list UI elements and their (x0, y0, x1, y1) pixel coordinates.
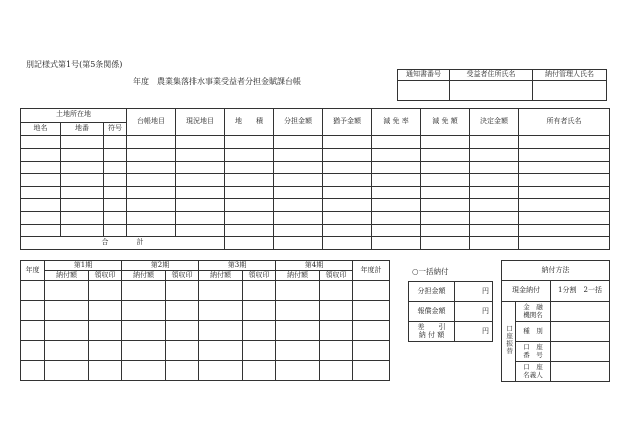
period-cell[interactable] (45, 361, 89, 381)
period-cell[interactable] (199, 341, 243, 361)
ledger-row (21, 136, 610, 149)
reduction-amount-header: 減 免 額 (421, 109, 470, 136)
ledger-row (21, 161, 610, 174)
ledger-cell[interactable] (372, 212, 421, 225)
ledger-cell[interactable] (323, 186, 372, 199)
period-cell[interactable] (122, 361, 166, 381)
period-4-header: 第4期 (276, 261, 353, 271)
total-cell[interactable] (372, 237, 421, 250)
period-cell[interactable] (89, 341, 122, 361)
ledger-cell[interactable] (225, 148, 274, 161)
period-cell[interactable] (199, 281, 243, 301)
ledger-cell[interactable] (274, 186, 323, 199)
period-cell[interactable] (166, 301, 199, 321)
ledger-cell[interactable] (61, 148, 104, 161)
ledger-cell[interactable] (127, 186, 176, 199)
ledger-cell[interactable] (104, 148, 127, 161)
period-cell[interactable] (320, 281, 353, 301)
total-cell[interactable] (274, 237, 323, 250)
ledger-cell[interactable] (61, 212, 104, 225)
account-holder-line1: 口 座 (523, 363, 543, 372)
period-cell[interactable] (276, 281, 320, 301)
period-cell[interactable] (320, 321, 353, 341)
period-cell[interactable] (166, 321, 199, 341)
period-cell[interactable] (243, 301, 276, 321)
ledger-cell[interactable] (61, 199, 104, 212)
notice-table (397, 69, 607, 101)
ledger-cell[interactable] (225, 199, 274, 212)
period-row (21, 281, 390, 301)
period-cell[interactable] (353, 361, 390, 381)
ledger-cell[interactable] (176, 212, 225, 225)
lump-sum-table (408, 281, 493, 342)
payment-method-header: 納付方法 (502, 261, 610, 281)
ledger-cell[interactable] (372, 136, 421, 149)
ledger-cell[interactable] (470, 224, 519, 237)
ledger-cell[interactable] (127, 224, 176, 237)
period-row (21, 321, 390, 341)
ledger-cell[interactable] (225, 174, 274, 187)
ledger-cell[interactable] (21, 224, 61, 237)
ledger-cell[interactable] (61, 161, 104, 174)
transfer-label (502, 302, 516, 382)
ledger-land-header: 台帳地目 (127, 109, 176, 136)
period-cell[interactable] (89, 321, 122, 341)
paid-amount-header: 納付額 (199, 271, 243, 281)
ledger-cell[interactable] (21, 199, 61, 212)
ledger-cell[interactable] (176, 174, 225, 187)
net-payment-label-line2: 納 付 額 (418, 330, 445, 339)
ledger-cell[interactable] (274, 148, 323, 161)
place-name-header: 地名 (21, 122, 61, 136)
ledger-cell[interactable] (176, 148, 225, 161)
ledger-cell[interactable] (274, 199, 323, 212)
area-header: 地 積 (225, 109, 274, 136)
ledger-cell[interactable] (176, 224, 225, 237)
ledger-cell[interactable] (127, 161, 176, 174)
period-cell[interactable] (243, 321, 276, 341)
ledger-cell[interactable] (127, 136, 176, 149)
bank-name-line1: 金 融 (523, 303, 543, 312)
code-header: 符号 (104, 122, 127, 136)
ledger-cell[interactable] (519, 212, 610, 225)
ledger-cell[interactable] (104, 186, 127, 199)
period-cell[interactable] (166, 281, 199, 301)
period-cell[interactable] (166, 341, 199, 361)
ledger-cell[interactable] (372, 148, 421, 161)
period-cell[interactable] (320, 341, 353, 361)
period-cell[interactable] (199, 321, 243, 341)
account-holder-cell[interactable] (551, 362, 610, 382)
ledger-cell[interactable] (104, 174, 127, 187)
ledger-row (21, 212, 610, 225)
ledger-cell[interactable] (372, 186, 421, 199)
ledger-cell[interactable] (176, 186, 225, 199)
ledger-cell[interactable] (421, 199, 470, 212)
period-cell[interactable] (21, 301, 45, 321)
total-cell[interactable] (421, 237, 470, 250)
net-payment-label-line1: 差 引 (417, 322, 446, 331)
net-payment-label (409, 322, 455, 342)
ledger-cell[interactable] (61, 186, 104, 199)
share-amount-header: 分担金額 (274, 109, 323, 136)
ledger-cell[interactable] (519, 174, 610, 187)
ledger-cell[interactable] (421, 212, 470, 225)
ledger-cell[interactable] (127, 148, 176, 161)
ledger-cell[interactable] (21, 186, 61, 199)
ledger-cell[interactable] (225, 136, 274, 149)
manager-header: 納付管理人氏名 (533, 70, 607, 81)
ledger-cell[interactable] (323, 148, 372, 161)
period-cell[interactable] (122, 301, 166, 321)
period-cell[interactable] (353, 321, 390, 341)
net-payment-yen[interactable]: 円 (455, 322, 493, 342)
period-cell[interactable] (89, 281, 122, 301)
period-cell[interactable] (243, 341, 276, 361)
period-cell[interactable] (122, 281, 166, 301)
period-cell[interactable] (243, 361, 276, 381)
period-cell[interactable] (276, 361, 320, 381)
period-cell[interactable] (89, 361, 122, 381)
ledger-cell[interactable] (274, 174, 323, 187)
period-cell[interactable] (45, 321, 89, 341)
ledger-cell[interactable] (274, 224, 323, 237)
ledger-cell[interactable] (61, 224, 104, 237)
total-cell[interactable] (323, 237, 372, 250)
paid-amount-header: 納付額 (45, 271, 89, 281)
installment-choice[interactable]: 1分割 2一括 (551, 281, 610, 302)
period-cell[interactable] (276, 341, 320, 361)
ledger-cell[interactable] (421, 136, 470, 149)
beneficiary-header: 受益者住所氏名 (450, 70, 533, 81)
ledger-cell[interactable] (519, 161, 610, 174)
ledger-cell[interactable] (470, 148, 519, 161)
period-cell[interactable] (166, 361, 199, 381)
ledger-cell[interactable] (421, 224, 470, 237)
ledger-cell[interactable] (21, 174, 61, 187)
deferral-amount-header: 猶予金額 (323, 109, 372, 136)
decided-amount-header: 決定金額 (470, 109, 519, 136)
notice-number-cell[interactable] (398, 81, 450, 101)
ledger-cell[interactable] (470, 174, 519, 187)
bank-name-line2: 機関名 (523, 310, 543, 319)
page-title: 年度 農業集落排水事業受益者分担金賦課台帳 (133, 77, 301, 86)
ledger-cell[interactable] (104, 199, 127, 212)
total-cell[interactable] (519, 237, 610, 250)
ledger-cell[interactable] (104, 136, 127, 149)
ledger-cell[interactable] (372, 174, 421, 187)
ledger-cell[interactable] (421, 174, 470, 187)
ledger-cell[interactable] (104, 224, 127, 237)
period-cell[interactable] (21, 281, 45, 301)
account-number-cell[interactable] (551, 342, 610, 362)
period-cell[interactable] (21, 341, 45, 361)
ledger-cell[interactable] (323, 199, 372, 212)
lot-number-header: 地番 (61, 122, 104, 136)
period-cell[interactable] (276, 321, 320, 341)
manager-cell[interactable] (533, 81, 607, 101)
ledger-cell[interactable] (104, 161, 127, 174)
ledger-cell[interactable] (372, 224, 421, 237)
ledger-row (21, 199, 610, 212)
period-cell[interactable] (45, 341, 89, 361)
ledger-cell[interactable] (225, 224, 274, 237)
period-cell[interactable] (320, 361, 353, 381)
ledger-cell[interactable] (225, 186, 274, 199)
ledger-cell[interactable] (372, 161, 421, 174)
ledger-cell[interactable] (127, 212, 176, 225)
period-cell[interactable] (353, 301, 390, 321)
ledger-cell[interactable] (323, 224, 372, 237)
ledger-cell[interactable] (421, 186, 470, 199)
account-number-line1: 口 座 (523, 343, 543, 352)
account-kind-label: 種 別 (516, 322, 551, 342)
share-amount-yen[interactable]: 円 (455, 282, 493, 302)
ledger-cell[interactable] (323, 174, 372, 187)
reward-amount-label: 報償金額 (409, 302, 455, 322)
ledger-cell[interactable] (21, 161, 61, 174)
ledger-cell[interactable] (372, 199, 421, 212)
period-cell[interactable] (45, 281, 89, 301)
cash-payment-label: 現金納付 (502, 281, 551, 302)
account-kind-cell[interactable] (551, 322, 610, 342)
ledger-cell[interactable] (470, 186, 519, 199)
ledger-row (21, 174, 610, 187)
period-3-header: 第3期 (199, 261, 276, 271)
ledger-table (20, 108, 610, 250)
bank-name-cell[interactable] (551, 302, 610, 322)
period-2-header: 第2期 (122, 261, 199, 271)
period-cell[interactable] (199, 301, 243, 321)
location-header: 土地所在地 (21, 109, 127, 123)
ledger-cell[interactable] (470, 199, 519, 212)
period-cell[interactable] (276, 301, 320, 321)
ledger-cell[interactable] (323, 136, 372, 149)
ledger-cell[interactable] (470, 136, 519, 149)
period-cell[interactable] (122, 341, 166, 361)
ledger-cell[interactable] (176, 199, 225, 212)
lump-sum-option[interactable]: ○一括納付 (412, 267, 449, 276)
ledger-cell[interactable] (127, 174, 176, 187)
reward-amount-yen[interactable]: 円 (455, 302, 493, 322)
period-row (21, 341, 390, 361)
ledger-cell[interactable] (104, 212, 127, 225)
owner-name-header: 所有者氏名 (519, 109, 610, 136)
period-row (21, 361, 390, 381)
ledger-cell[interactable] (225, 212, 274, 225)
ledger-cell[interactable] (421, 161, 470, 174)
ledger-cell[interactable] (519, 186, 610, 199)
ledger-cell[interactable] (519, 148, 610, 161)
ledger-cell[interactable] (519, 199, 610, 212)
ledger-cell[interactable] (176, 136, 225, 149)
ledger-cell[interactable] (323, 212, 372, 225)
period-row (21, 301, 390, 321)
period-cell[interactable] (21, 321, 45, 341)
ledger-cell[interactable] (21, 136, 61, 149)
period-cell[interactable] (243, 281, 276, 301)
receipt-stamp-header: 領収印 (320, 271, 353, 281)
receipt-stamp-header: 領収印 (243, 271, 276, 281)
payment-method-table (501, 260, 610, 382)
ledger-cell[interactable] (176, 161, 225, 174)
period-1-header: 第1期 (45, 261, 122, 271)
ledger-cell[interactable] (421, 148, 470, 161)
account-number-label (516, 342, 551, 362)
current-land-header: 現況地目 (176, 109, 225, 136)
total-cell[interactable] (225, 237, 274, 250)
total-cell[interactable] (470, 237, 519, 250)
account-holder-line2: 名義人 (523, 370, 543, 379)
periods-table (20, 260, 390, 381)
receipt-stamp-header: 領収印 (166, 271, 199, 281)
ledger-cell[interactable] (21, 212, 61, 225)
ledger-cell[interactable] (61, 174, 104, 187)
ledger-cell[interactable] (519, 136, 610, 149)
period-cell[interactable] (89, 301, 122, 321)
period-cell[interactable] (45, 301, 89, 321)
ledger-cell[interactable] (21, 148, 61, 161)
period-cell[interactable] (353, 341, 390, 361)
ledger-row (21, 148, 610, 161)
ledger-cell[interactable] (470, 212, 519, 225)
account-number-line2: 番 号 (523, 350, 543, 359)
period-cell[interactable] (199, 361, 243, 381)
ledger-cell[interactable] (225, 161, 274, 174)
account-holder-label (516, 362, 551, 382)
form-label: 別記様式第1号(第5条関係) (26, 60, 123, 69)
year-total-header: 年度計 (353, 261, 390, 281)
bank-name-label (516, 302, 551, 322)
ledger-cell[interactable] (323, 161, 372, 174)
receipt-stamp-header: 領収印 (89, 271, 122, 281)
ledger-row (21, 224, 610, 237)
ledger-cell[interactable] (274, 212, 323, 225)
ledger-cell[interactable] (274, 161, 323, 174)
period-cell[interactable] (353, 281, 390, 301)
period-cell[interactable] (320, 301, 353, 321)
paid-amount-header: 納付額 (276, 271, 320, 281)
ledger-cell[interactable] (274, 136, 323, 149)
transfer-label-text: 口座振替 (505, 325, 514, 356)
ledger-cell[interactable] (61, 136, 104, 149)
share-amount-label: 分担金額 (409, 282, 455, 302)
reduction-rate-header: 減 免 率 (372, 109, 421, 136)
year-header: 年度 (21, 261, 45, 281)
ledger-cell[interactable] (470, 161, 519, 174)
beneficiary-cell[interactable] (450, 81, 533, 101)
paid-amount-header: 納付額 (122, 271, 166, 281)
ledger-cell[interactable] (519, 224, 610, 237)
period-cell[interactable] (21, 361, 45, 381)
total-label: 合 計 (21, 237, 225, 250)
notice-number-header: 通知書番号 (398, 70, 450, 81)
ledger-cell[interactable] (127, 199, 176, 212)
period-cell[interactable] (122, 321, 166, 341)
ledger-row (21, 186, 610, 199)
